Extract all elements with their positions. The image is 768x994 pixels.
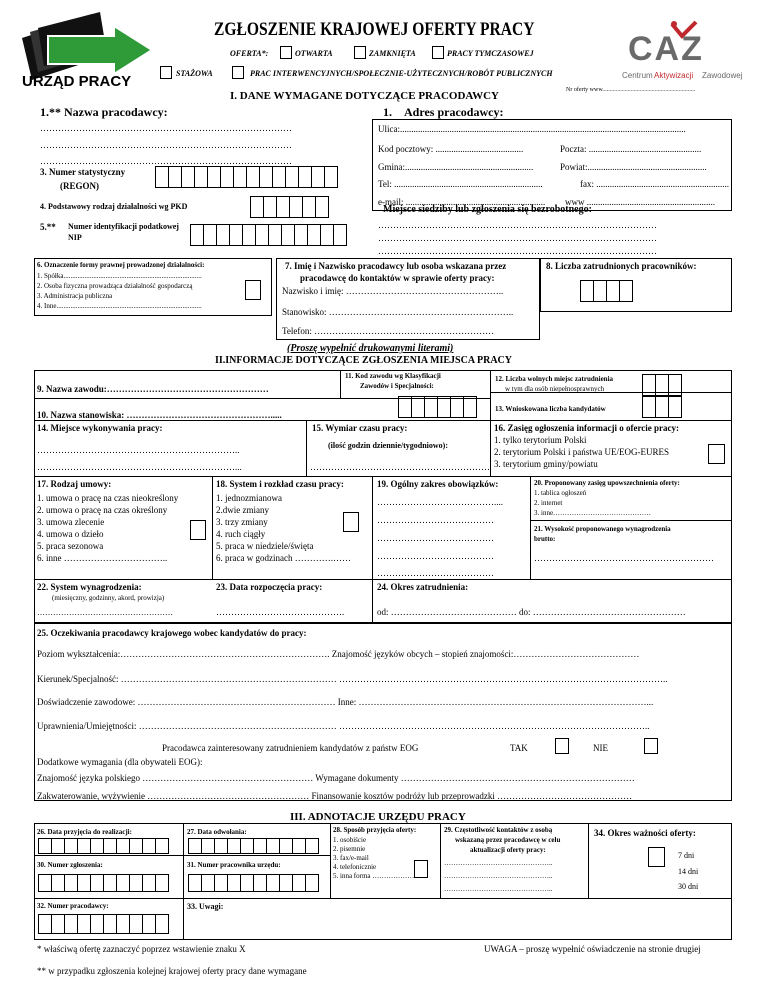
contact-frequency-line-2[interactable]: ……………………………………….. <box>444 872 553 880</box>
nip-label: 5.** <box>40 222 56 232</box>
acceptance-5[interactable]: 5. inna forma ……………… <box>333 872 415 880</box>
legal-form-input[interactable] <box>245 280 261 300</box>
pay-system-sub: (miesięczny, godzinny, akord, prowizja) <box>52 594 165 602</box>
employer-number-digits[interactable] <box>38 914 168 934</box>
shift-input[interactable] <box>343 512 359 532</box>
post-office-field[interactable]: Poczta: .................................................. <box>560 144 702 154</box>
scope-label: 16. Zasięg ogłoszenia informacji o ofercie pracy: <box>494 423 680 433</box>
legal-form-3: 3. Administracja publiczna <box>37 292 113 300</box>
validity-30: 30 dni <box>678 882 699 891</box>
address-num: 1. <box>383 105 392 119</box>
eog-extra-label: Dodatkowe wymagania (dla obywateli EOG): <box>37 757 203 767</box>
skills-field[interactable]: Uprawnienia/Umiejętności: ………………………………………………………… ………………………………………………………………………………………….. <box>37 721 650 731</box>
regon-sub-label: (REGON) <box>60 181 99 191</box>
seat-line-1[interactable]: ………………………………………………………………………………… <box>378 220 657 230</box>
submission-number-digits[interactable] <box>38 874 168 892</box>
address-label: Adres pracodawcy: <box>404 105 504 119</box>
contract-1: 1. umowa o pracę na czas nieokreślony <box>37 493 179 503</box>
employer-number-label: 32. Numer pracodawcy: <box>37 902 109 910</box>
postal-code-field[interactable]: Kod pocztowy: ....................................... <box>378 144 524 154</box>
validity-input[interactable] <box>648 847 665 867</box>
eog-yes-checkbox[interactable] <box>555 738 569 754</box>
contract-5: 5. praca sezonowa <box>37 541 104 551</box>
candidates-label: 13. Wnioskowana liczba kandydatów <box>495 405 606 413</box>
employees-label: 8. Liczba zatrudnionych pracowników: <box>546 261 697 271</box>
contact-position-field[interactable]: Stanowisko: …………………………………………………….. <box>282 307 514 317</box>
workplace-line-2[interactable]: …………………………………………………………... <box>37 462 242 472</box>
offer-closed-label: ZAMKNIĘTA <box>369 49 416 58</box>
offer-type-label: OFERTA*: <box>230 49 269 58</box>
offer-public-checkbox[interactable] <box>232 66 244 79</box>
legal-form-1: 1. Spółka............................................................................... <box>37 272 202 280</box>
acceptance-3: 3. fax/e-mail <box>333 854 369 862</box>
salary-field[interactable]: …………………………………………………… <box>534 553 714 563</box>
regon-label: 3. Numer statystyczny <box>40 167 126 177</box>
accept-date-digits[interactable] <box>38 838 168 854</box>
contact-frequency-line-3[interactable]: ……………………………………….. <box>444 885 553 893</box>
remarks-label[interactable]: 33. Uwagi: <box>187 902 224 911</box>
workplace-line-1[interactable]: ………………………………………………………….. <box>37 445 240 455</box>
caz-logo <box>610 20 760 82</box>
position-label[interactable]: 10. Nazwa stanowiska: …………………………………………..... <box>37 410 282 420</box>
seat-label: Miejsce siedziby lub zgłoszenia się bezrobotnego: <box>383 204 592 215</box>
employees-digits[interactable] <box>580 280 632 302</box>
employer-name-line-1[interactable]: ………………………………………………………………………… <box>40 123 292 133</box>
requirements-label: 25. Oczekiwania pracodawcy krajowego wobec kandydatów do pracy: <box>37 628 307 638</box>
caz-sub-2: Aktywizacji <box>654 71 694 80</box>
accept-date-label: 26. Data przyjęcia do realizacji: <box>37 828 132 836</box>
fax-field[interactable]: fax: ........................................................... <box>580 179 729 189</box>
employment-period-label: 24. Okres zatrudnienia: <box>377 582 469 592</box>
street-field[interactable]: Ulica:............................................................................................................................... <box>378 124 686 134</box>
contract-2: 2. umowa o pracę na czas określony <box>37 505 168 515</box>
page-title: ZGŁOSZENIE KRAJOWEJ OFERTY PRACY <box>214 19 535 40</box>
salary-label-b: brutto: <box>534 535 556 543</box>
section-2-title: II.INFORMACJE DOTYCZĄCE ZGŁOSZENIA MIEJSCA PRACY <box>215 355 512 366</box>
offer-intern-label: STAŻOWA <box>176 69 213 78</box>
caz-logo-text: CAZ <box>628 30 704 68</box>
shift-3: 3. trzy zmiany <box>216 517 268 527</box>
experience-field[interactable]: Doświadczenie zawodowe: ………………………………………………………… Inne: ……………………………………………………………………………………... <box>37 697 654 707</box>
publicity-label: 20. Proponowany zasięg upowszechnienia oferty: <box>534 479 680 487</box>
commune-field[interactable]: Gmina:......................................................... <box>378 162 534 172</box>
contact-frequency-label-a: 29. Częstotliwość kontaktów z osobą <box>444 826 553 834</box>
scope-input[interactable] <box>708 444 725 464</box>
vacancies-label-b: w tym dla osób niepełnosprawnych <box>505 385 605 393</box>
logo-text: URZĄD PRACY <box>22 73 132 90</box>
pay-system-label: 22. System wynagrodzenia: <box>37 582 142 592</box>
contact-phone-field[interactable]: Telefon: …………………………………………………… <box>282 326 495 336</box>
cancel-date-digits[interactable] <box>188 838 318 854</box>
fill-note: (Proszę wypełnić drukowanymi literami) <box>287 343 454 354</box>
contact-frequency-label-c: aktualizacji oferty pracy: <box>470 846 546 854</box>
regon-digits[interactable] <box>155 166 337 188</box>
education-field[interactable]: Poziom wykształcenia:……………………………………………………………. Znajomość języków obcych – stopień znajomości:…………………………………… <box>37 649 640 659</box>
nip-sub-a: Numer identyfikacji podatkowej <box>68 222 179 231</box>
seat-line-3[interactable]: ………………………………………………………………………………… <box>378 246 657 256</box>
acceptance-2: 2. pisemnie <box>333 845 366 853</box>
pay-system-field[interactable]: …………………………………………… <box>37 608 173 617</box>
county-field[interactable]: Powiat:..................................................... <box>560 162 707 172</box>
publicity-3[interactable]: 3. inne…………………………………… <box>534 509 652 517</box>
contact-name-field[interactable]: Nazwisko i imię: …………………………………………….. <box>282 286 504 296</box>
specialty-field[interactable]: Kierunek/Specjalność: ……………………………………………………………… ……………………………………………………………………………………………….. <box>37 674 668 684</box>
urzad-pracy-logo <box>14 10 164 90</box>
offer-public-label: PRAC INTERWENCYJNYCH/SPOŁECZNIE-UŻYTECZNYCH/ROBÓT PUBLICZNYCH <box>250 69 553 78</box>
legal-form-4: 4. Inne................................................................................... <box>37 302 202 310</box>
scope-2: 2. terytorium Polski i państwa UE/EOG-EURES <box>494 447 669 457</box>
employer-name-line-3[interactable]: ………………………………………………………………………… <box>40 156 292 166</box>
footnote-3: UWAGA – proszę wypełnić oświadczenie na stronie drugiej <box>484 944 701 954</box>
footnote-1: * właściwą ofertę zaznaczyć poprzez wstawienie znaku X <box>37 944 246 954</box>
eog-label: Pracodawca zainteresowany zatrudnieniem kandydatów z państw EOG <box>162 743 419 753</box>
start-date-label: 23. Data rozpoczęcia pracy: <box>216 582 323 592</box>
shift-2: 2.dwie zmiany <box>216 505 269 515</box>
offer-open-checkbox[interactable] <box>280 46 292 59</box>
working-time-label: 15. Wymiar czasu pracy: <box>312 423 408 433</box>
duties-line-3[interactable]: ………………………………… <box>377 533 494 543</box>
submission-number-label: 30. Numer zgłoszenia: <box>37 861 103 869</box>
acceptance-1: 1. osobiście <box>333 836 367 844</box>
scope-1: 1. tylko terytorium Polski <box>494 435 587 445</box>
disabled-vacancies-digits[interactable] <box>642 396 681 418</box>
occupation-code-label-b: Zawodów i Specjalności: <box>360 382 434 390</box>
officer-number-label: 31. Numer pracownika urzędu: <box>187 861 281 869</box>
legal-form-2: 2. Osoba fizyczna prowadząca działalność gospodarczą <box>37 282 193 290</box>
duties-line-5[interactable]: ………………………………… <box>377 568 494 578</box>
eog-yes-label: TAK <box>510 743 528 753</box>
employment-period-field[interactable]: od: …………………………………… do: …………………………………………… <box>377 607 686 617</box>
contact-label-b: pracodawcę do kontaktów w sprawie oferty pracy: <box>300 273 495 283</box>
contract-input[interactable] <box>190 520 206 540</box>
duties-line-4[interactable]: ………………………………… <box>377 551 494 561</box>
contact-label-a: 7. Imię i Nazwisko pracodawcy lub osoba wskazana przez <box>285 261 507 271</box>
shift-5: 5. praca w niedziele/święta <box>216 541 314 551</box>
shift-system-label: 18. System i rozkład czasu pracy: <box>216 479 344 489</box>
caz-sub-3: Zawodowej <box>702 71 743 80</box>
occupation-label[interactable]: 9. Nazwa zawodu:……………………………………………… <box>37 384 269 394</box>
duties-line-1[interactable]: ………………………………….... <box>377 497 503 507</box>
start-date-field[interactable]: ……………………………………. <box>216 607 345 617</box>
nip-sub-b: NIP <box>68 233 82 242</box>
section-3-title: III. ADNOTACJE URZĘDU PRACY <box>290 811 466 823</box>
shift-1: 1. jednozmianowa <box>216 493 282 503</box>
section-1-title: I. DANE WYMAGANE DOTYCZĄCE PRACODAWCY <box>230 90 500 102</box>
phone-field[interactable]: Tel: .................................................................. <box>378 179 543 189</box>
workplace-label: 14. Miejsce wykonywania pracy: <box>37 423 163 433</box>
cancel-date-label: 27. Data odwołania: <box>187 828 247 836</box>
email-field[interactable]: e-mail: .............................................................. <box>378 197 546 207</box>
offer-open-label: OTWARTA <box>295 49 333 58</box>
working-time-field[interactable]: …………………………………………………… <box>310 462 490 472</box>
offer-intern-checkbox[interactable] <box>160 66 172 79</box>
scope-3: 3. terytorium gminy/powiatu <box>494 459 598 469</box>
duties-label: 19. Ogólny zakres obowiązków: <box>377 479 499 489</box>
validity-label: 34. Okres ważności oferty: <box>594 828 696 838</box>
working-time-sub: (ilość godzin dziennie/tygodniowo): <box>328 441 449 450</box>
offer-closed-checkbox[interactable] <box>354 46 366 59</box>
vacancies-digits[interactable] <box>642 374 681 396</box>
employer-name-line-2[interactable]: ………………………………………………………………………… <box>40 140 292 150</box>
nip-digits[interactable] <box>190 224 346 246</box>
www-field[interactable]: www ......................................................... <box>565 197 715 207</box>
shift-6[interactable]: 6. praca w godzinach ………….…… <box>216 553 351 563</box>
validity-14: 14 dni <box>678 867 699 876</box>
contract-4: 4. umowa o dzieło <box>37 529 104 539</box>
occupation-code-label-a: 11. Kod zawodu wg Klasyfikacji <box>345 372 441 380</box>
acceptance-input[interactable] <box>414 860 428 878</box>
acceptance-4: 4. telefonicznie <box>333 863 377 871</box>
validity-7: 7 dni <box>678 851 695 860</box>
officer-number-digits[interactable] <box>188 874 318 892</box>
publicity-2: 2. internet <box>534 499 563 507</box>
shift-4: 4. ruch ciągły <box>216 529 266 539</box>
contract-6[interactable]: 6. inne …………………………….. <box>37 553 168 563</box>
employer-name-label: 1.** Nazwa pracodawcy: <box>40 105 168 119</box>
duties-line-2[interactable]: ………………………………… <box>377 515 494 525</box>
occupation-code-digits[interactable] <box>398 396 476 418</box>
offer-temp-label: PRACY TYMCZASOWEJ <box>447 49 534 58</box>
accommodation-field[interactable]: Zakwaterowanie, wyżywienie ……………………………………………… Finansowanie kosztów podróży lub przeprowadzki ……………………………………… <box>37 791 633 801</box>
seat-line-2[interactable]: ………………………………………………………………………………… <box>378 233 657 243</box>
legal-form-label: 6. Oznaczenie formy prawnej prowadzonej działalności: <box>37 261 205 269</box>
pkd-digits[interactable] <box>250 196 328 218</box>
acceptance-method-label: 28. Sposób przyjęcia oferty: <box>333 826 417 834</box>
offer-temp-checkbox[interactable] <box>432 46 444 59</box>
publicity-1: 1. tablica ogłoszeń <box>534 489 587 497</box>
salary-label-a: 21. Wysokość proponowanego wynagrodzenia <box>534 525 671 533</box>
caz-sub-1: Centrum <box>622 71 653 80</box>
offer-www-number[interactable]: Nr oferty www.............................................................. <box>566 87 696 93</box>
contract-type-label: 17. Rodzaj umowy: <box>37 479 112 489</box>
eog-no-label: NIE <box>593 743 608 753</box>
vacancies-label-a: 12. Liczba wolnych miejsc zatrudnienia <box>495 375 614 383</box>
polish-language-field[interactable]: Znajomość języka polskiego ………………………………………………… Wymagane dokumenty …………………………………………………………………… <box>37 773 635 783</box>
pkd-label: 4. Podstawowy rodzaj działalności wg PKD <box>40 202 188 211</box>
eog-no-checkbox[interactable] <box>644 738 658 754</box>
contract-3: 3. umowa zlecenie <box>37 517 105 527</box>
contact-frequency-label-b: wskazaną przez pracodawcę w celu <box>455 836 561 844</box>
footnote-2: ** w przypadku zgłoszenia kolejnej krajowej oferty pracy dane wymagane <box>37 966 307 976</box>
contact-frequency-line-1[interactable]: ……………………………………….. <box>444 859 553 867</box>
